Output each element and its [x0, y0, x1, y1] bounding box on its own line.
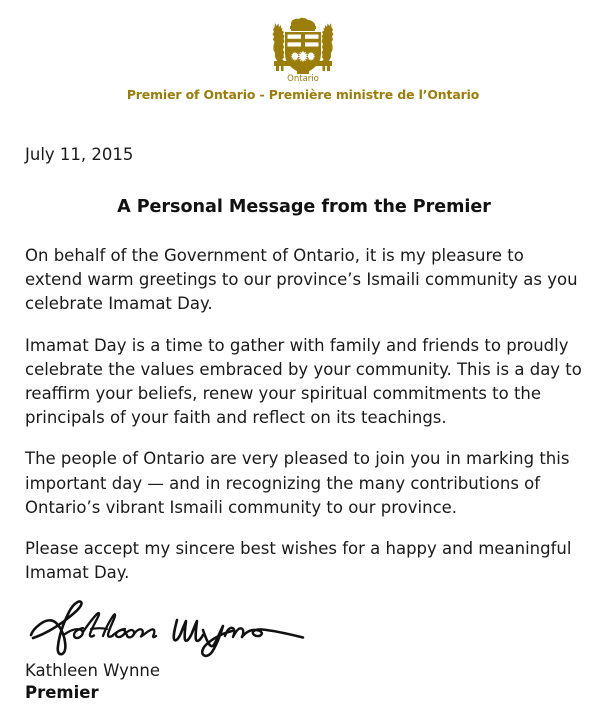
letter-body	[25, 143, 583, 585]
letter-paragraphs	[25, 219, 583, 585]
handwritten-signature-icon	[25, 596, 315, 658]
letter-paragraph: Imamat Day is a time to gather with family and friends to proudly celebrate the values embraced by your community. This is a day to reaffirm your beliefs, renew your spiritual commitments to the principals of your faith and reflect on its teachings.	[25, 335, 582, 428]
letterhead-title: Premier of Ontario - Première ministre de l’Ontario	[126, 87, 480, 102]
letter-date: July 11, 2015	[25, 145, 134, 164]
signer-title: Premier	[25, 683, 99, 702]
signature-block	[25, 596, 425, 704]
ontario-coat-of-arms-icon	[257, 14, 349, 82]
page-title: A Personal Message from the Premier	[117, 197, 491, 217]
crest-wordmark: Ontario	[287, 74, 319, 82]
signer-name: Kathleen Wynne	[25, 661, 161, 680]
letter-paragraph: On behalf of the Government of Ontario, it is my pleasure to extend warm greetings to our province’s Ismaili community as you celebrate Imamat Day.	[25, 246, 578, 314]
letter-paragraph: Please accept my sincere best wishes for a happy and meaningful Imamat Day.	[25, 539, 572, 583]
letterhead	[0, 0, 606, 102]
letter-paragraph: The people of Ontario are very pleased to join you in marking this important day — and in recognizing the many contributions of Ontario’s vibrant Ismaili community to our province.	[25, 449, 570, 517]
